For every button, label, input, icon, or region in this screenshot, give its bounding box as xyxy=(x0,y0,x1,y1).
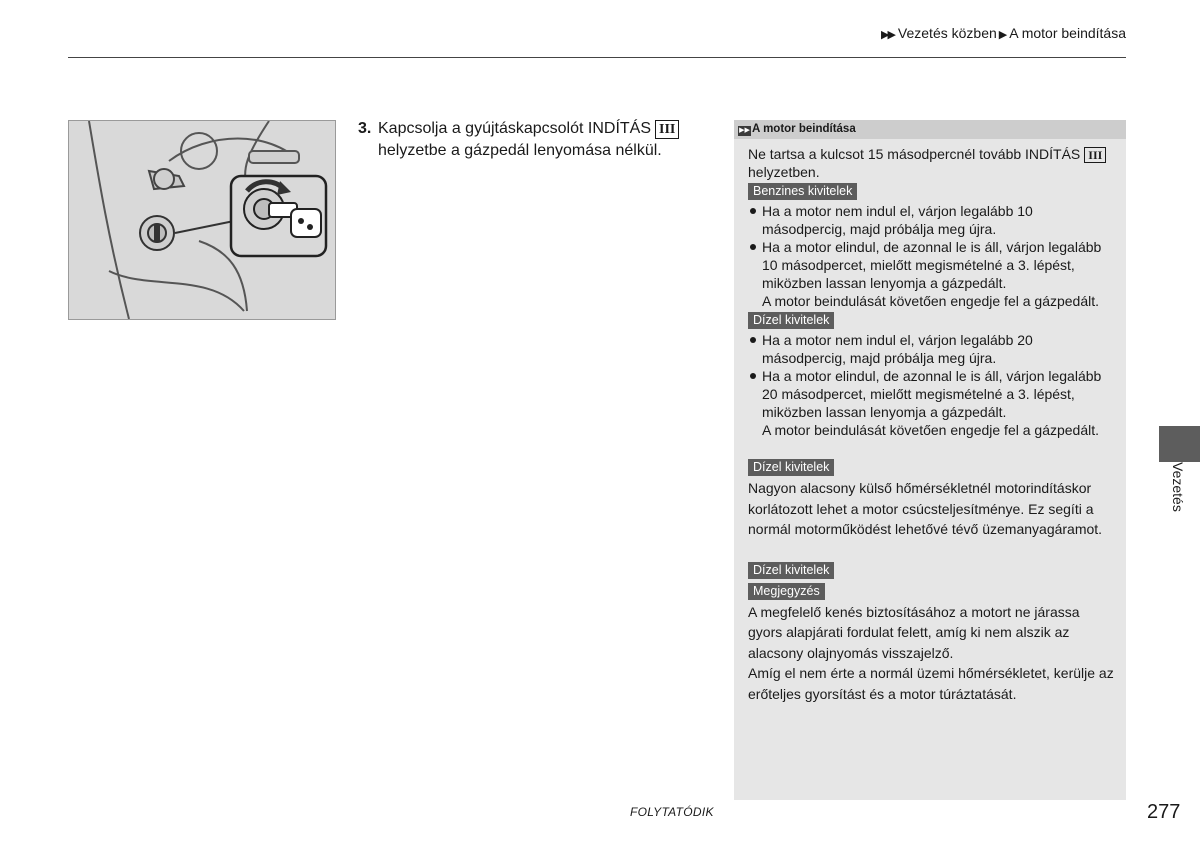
list-item: Ha a motor elindul, de azonnal le is áll, várjon legalább 10 másodpercet, mielőtt megismételné a 3. lépést, miközben lassan lenyomja a gázpedált. xyxy=(748,238,1116,292)
breadcrumb-arrows-icon: ▶▶ xyxy=(881,29,894,41)
start-position-symbol: III xyxy=(1084,147,1106,163)
list-item: Ha a motor nem indul el, várjon legalább 10 másodpercig, majd próbálja meg újra. xyxy=(748,202,1116,238)
chapter-tab xyxy=(1159,426,1200,462)
diesel-note: Nagyon alacsony külső hőmérsékletnél motorindításkor korlátozott lehet a motor csúcsteljesítménye. Ez segíti a normál motorműködést lehetővé tévő üzemanyagáramot. xyxy=(748,480,1103,537)
breadcrumb xyxy=(881,25,1126,41)
warmup-note: Amíg el nem érte a normál üzemi hőmérsékletet, kerülje az erőteljes gyorsítást és a motor túráztatását. xyxy=(748,665,1114,702)
page-number: 277 xyxy=(1147,801,1181,823)
chapter-tab-label: Vezetés xyxy=(1170,462,1186,512)
step-text-after: helyzetbe a gázpedál lenyomása nélkül. xyxy=(378,142,662,159)
breadcrumb-separator-icon: ▶ xyxy=(998,29,1008,41)
diesel-list xyxy=(748,331,1116,421)
sidebar-notes xyxy=(734,120,1126,800)
sidebar-title-text: A motor beindítása xyxy=(752,123,856,135)
breadcrumb-section: Vezetés közben xyxy=(897,25,997,41)
sidebar-intro-after: helyzetben. xyxy=(748,164,820,180)
ignition-switch-drawing xyxy=(69,121,335,319)
step-number: 3. xyxy=(358,120,372,137)
tag-diesel: Dízel kivitelek xyxy=(748,459,834,476)
sidebar-title xyxy=(734,120,1126,139)
tag-diesel: Dízel kivitelek xyxy=(748,312,834,329)
tag-petrol: Benzines kivitelek xyxy=(748,183,857,200)
step-3 xyxy=(358,118,688,162)
oil-note: A megfelelő kenés biztosításához a motort ne járassa gyors alapjárati fordulat felett, amíg ki nem alszik az alacsony olajnyomás visszajelző. xyxy=(748,603,1080,661)
start-position-symbol: III xyxy=(655,120,679,139)
diesel-follow: A motor beindulását követően engedje fel a gázpedált. xyxy=(762,422,1100,438)
sidebar-intro-before: Ne tartsa a kulcsot 15 másodpercnél tovább INDÍTÁS xyxy=(748,146,1081,162)
sidebar-intro xyxy=(748,145,1116,181)
petrol-list xyxy=(748,202,1116,292)
continued-label: FOLYTATÓDIK xyxy=(630,805,714,819)
reference-arrow-icon: ▶▶ xyxy=(739,127,750,134)
petrol-follow: A motor beindulását követően engedje fel a gázpedált. xyxy=(762,293,1100,309)
step-text xyxy=(358,118,688,162)
sidebar-body xyxy=(734,139,1126,704)
tag-note: Megjegyzés xyxy=(748,583,825,600)
breadcrumb-page: A motor beindítása xyxy=(1009,25,1126,41)
ignition-key-illustration xyxy=(68,120,336,320)
list-item: Ha a motor nem indul el, várjon legalább 20 másodpercig, majd próbálja meg újra. xyxy=(748,331,1116,367)
list-item: Ha a motor elindul, de azonnal le is áll, várjon legalább 20 másodpercet, mielőtt megismételné a 3. lépést, miközben lassan lenyomja a gázpedált. xyxy=(748,367,1116,421)
header-rule xyxy=(68,57,1126,58)
step-text-before: Kapcsolja a gyújtáskapcsolót INDÍTÁS xyxy=(378,120,652,137)
tag-diesel: Dízel kivitelek xyxy=(748,562,834,579)
